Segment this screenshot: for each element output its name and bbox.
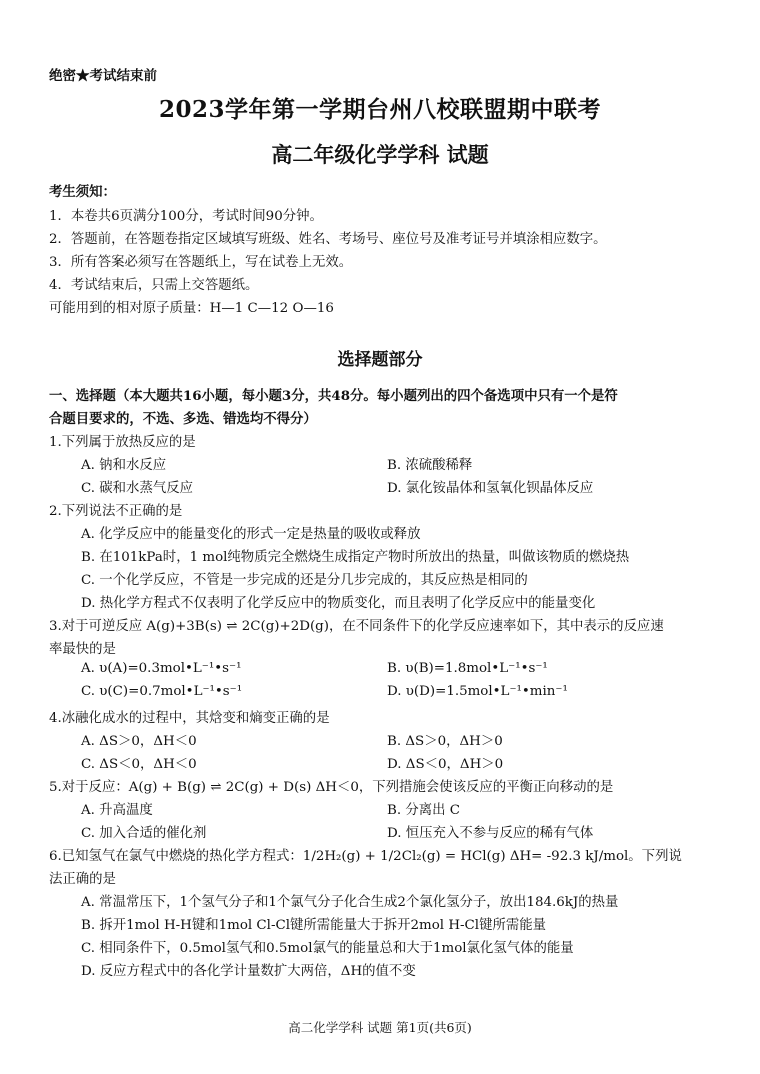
question-2-option-c: C. 一个化学反应，不管是一步完成的还是分几步完成的，其反应热是相同的 <box>81 573 528 588</box>
section-instruction: 一、选择题（本大题共16小题，每小题3分，共48分。每小题列出的四个备选项中只有一个是符 <box>49 388 618 404</box>
question-4-option-c: C. ΔS＜0，ΔH＜0 <box>81 757 197 772</box>
section-instruction: 合题目要求的，不选、多选、错选均不得分） <box>49 411 317 427</box>
confidential-label: 绝密★考试结束前 <box>49 68 157 84</box>
question-2-stem: 2.下列说法不正确的是 <box>49 504 183 519</box>
question-5-option-c: C. 加入合适的催化剂 <box>81 826 207 841</box>
question-3-option-d: D. υ(D)=1.5mol•L⁻¹•min⁻¹ <box>387 684 568 699</box>
atomic-mass-line: 可能用到的相对原子质量：H—1 C—12 O—16 <box>49 301 334 316</box>
question-6-stem: 6.已知氢气在氯气中燃烧的热化学方程式：1/2H₂(g) + 1/2Cl₂(g) = HCl(g) ΔH= -92.3 kJ/mol。下列说 <box>49 849 682 864</box>
exam-subtitle: 高二年级化学学科 试题 <box>271 142 489 167</box>
question-5-option-a: A. 升高温度 <box>81 803 153 818</box>
section-title: 选择题部分 <box>337 350 423 370</box>
question-6-stem-cont: 法正确的是 <box>49 872 116 887</box>
question-5-stem: 5.对于反应：A(g) + B(g) ⇌ 2C(g) + D(s) ΔH＜0，下列措施会使该反应的平衡正向移动的是 <box>49 780 614 795</box>
question-5-option-b: B. 分离出 C <box>387 803 461 818</box>
question-4-option-d: D. ΔS＜0，ΔH＞0 <box>387 757 504 772</box>
question-2-option-d: D. 热化学方程式不仅表明了化学反应中的物质变化，而且表明了化学反应中的能量变化 <box>81 596 596 611</box>
question-4-option-b: B. ΔS＞0，ΔH＞0 <box>387 734 503 749</box>
question-6-option-d: D. 反应方程式中的各化学计量数扩大两倍，ΔH的值不变 <box>81 964 416 979</box>
question-4-option-a: A. ΔS＞0，ΔH＜0 <box>81 734 197 749</box>
question-5-option-d: D. 恒压充入不参与反应的稀有气体 <box>387 826 594 841</box>
question-1-option-a: A. 钠和水反应 <box>81 458 167 473</box>
question-3-stem: 3.对于可逆反应 A(g)+3B(s) ⇌ 2C(g)+2D(g)，在不同条件下的化学反应速率如下，其中表示的反应速 <box>49 619 664 634</box>
question-6-option-a: A. 常温常压下，1个氢气分子和1个氯气分子化合生成2个氯化氢分子，放出184.6kJ的热量 <box>81 895 619 910</box>
question-6-option-c: C. 相同条件下，0.5mol氢气和0.5mol氯气的能量总和大于1mol氯化氢气体的能量 <box>81 941 574 956</box>
question-1-option-d: D. 氯化铵晶体和氢氧化钡晶体反应 <box>387 481 594 496</box>
notice-item: 3．所有答案必须写在答题纸上，写在试卷上无效。 <box>49 255 353 270</box>
question-1-option-c: C. 碳和水蒸气反应 <box>81 481 194 496</box>
question-3-option-a: A. υ(A)=0.3mol•L⁻¹•s⁻¹ <box>81 661 242 676</box>
question-4-stem: 4.冰融化成水的过程中，其焓变和熵变正确的是 <box>49 711 330 726</box>
question-2-option-a: A. 化学反应中的能量变化的形式一定是热量的吸收或释放 <box>81 527 421 542</box>
notice-item: 2．答题前，在答题卷指定区域填写班级、姓名、考场号、座位号及准考证号并填涂相应数字。 <box>49 232 607 247</box>
exam-title: 2023学年第一学期台州八校联盟期中联考 <box>158 96 601 123</box>
question-3-option-c: C. υ(C)=0.7mol•L⁻¹•s⁻¹ <box>81 684 243 699</box>
notice-item: 4．考试结束后，只需上交答题纸。 <box>49 278 259 293</box>
notice-item: 1．本卷共6页满分100分，考试时间90分钟。 <box>49 209 323 224</box>
question-3-stem-cont: 率最快的是 <box>49 642 116 657</box>
question-1-stem: 1.下列属于放热反应的是 <box>49 435 196 450</box>
page-footer: 高二化学学科 试题 第1页(共6页) <box>288 1020 472 1035</box>
notice-heading: 考生须知： <box>49 184 116 200</box>
question-3-option-b: B. υ(B)=1.8mol•L⁻¹•s⁻¹ <box>387 661 548 676</box>
question-6-option-b: B. 拆开1mol H-H键和1mol Cl-Cl键所需能量大于拆开2mol H-Cl键所需能量 <box>81 918 547 933</box>
question-1-option-b: B. 浓硫酸稀释 <box>387 458 473 473</box>
question-2-option-b: B. 在101kPa时，1 mol纯物质完全燃烧生成指定产物时所放出的热量，叫做该物质的燃烧热 <box>81 550 630 565</box>
